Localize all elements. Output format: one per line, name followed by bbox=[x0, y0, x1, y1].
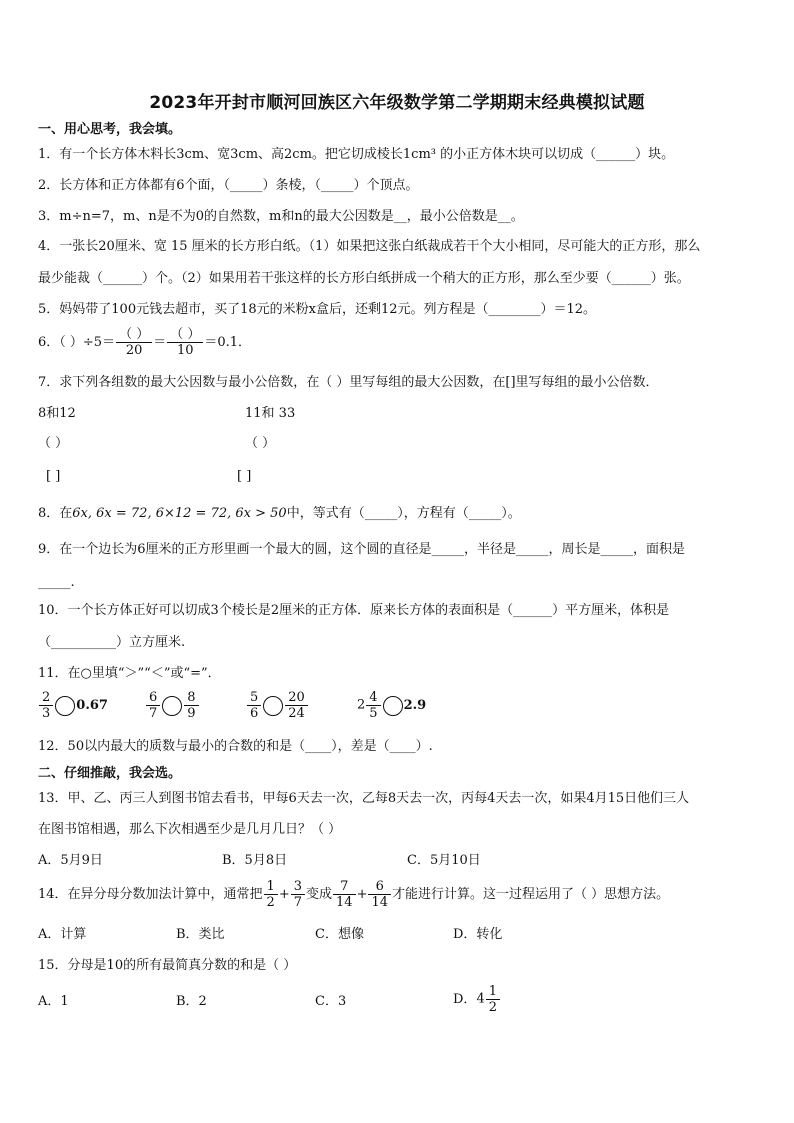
q6-f2-denominator: 10 bbox=[177, 343, 194, 358]
q11-3-denominator: 6 bbox=[250, 706, 259, 721]
q11-2-numerator: 6 bbox=[146, 690, 160, 706]
q11-1-fraction bbox=[39, 690, 53, 721]
q14-option-c[interactable]: C．想像 bbox=[315, 927, 364, 942]
q11-2-right-fraction bbox=[184, 690, 198, 721]
q7-pair-1: 8和12 bbox=[38, 406, 76, 421]
q11-1-compare-circle[interactable] bbox=[55, 696, 75, 716]
q11-4-integer: 2 bbox=[357, 697, 366, 713]
q11-item-1 bbox=[38, 690, 108, 721]
question-14 bbox=[38, 879, 669, 910]
question-4-line-2: 最少能裁（______）个。（2）如果用若干张这样的长方形白纸拼成一个稍大的正方形，那么至少要（______）张。 bbox=[38, 271, 690, 286]
question-1: 1．有一个长方体木料长3cm、宽3cm、高2cm。把它切成棱长1cm³ 的小正方体木块可以切成（______）块。 bbox=[38, 147, 675, 162]
q14-suffix: 才能进行计算。这一过程运用了（ ）思想方法。 bbox=[392, 887, 670, 902]
q11-2-left-fraction bbox=[146, 690, 160, 721]
q14-prefix: 14．在异分母分数加法计算中，通常把 bbox=[38, 887, 263, 902]
q11-4-right-value: 2.9 bbox=[403, 698, 427, 713]
question-5: 5．妈妈带了100元钱去超市，买了18元的米粉x盒后，还剩12元。列方程是（________）＝12。 bbox=[38, 302, 597, 317]
q6-suffix: ＝0.1． bbox=[204, 335, 252, 350]
q15-option-b[interactable]: B．2 bbox=[176, 994, 207, 1009]
question-9-line-1: 9．在一个边长为6厘米的正方形里画一个最大的圆，这个圆的直径是_____，半径是_____，周长是_____，面积是 bbox=[38, 542, 686, 557]
question-2: 2．长方体和正方体都有6个面，（_____）条棱，（_____）个顶点。 bbox=[38, 178, 419, 193]
question-13-line-2: 在图书馆相遇，那么下次相遇至少是几月几日？（ ） bbox=[38, 822, 342, 837]
q14-fraction-c bbox=[333, 879, 356, 910]
q6-f1-numerator: （ ） bbox=[116, 327, 152, 343]
q11-item-4 bbox=[357, 690, 426, 721]
q14-fraction-b bbox=[291, 879, 305, 910]
q14-d-denominator: 14 bbox=[371, 895, 389, 910]
section-1-heading: 一、用心思考，我会填。 bbox=[38, 122, 182, 137]
q14-plus-2: + bbox=[356, 887, 368, 902]
q8-suffix: 中，等式有（_____），方程有（_____）。 bbox=[286, 506, 521, 521]
page-title: 2023年开封市顺河回族区六年级数学第二学期期末经典模拟试题 bbox=[149, 93, 645, 113]
q8-math: 6x, 6x = 72, 6×12 = 72, 6x > 50 bbox=[72, 506, 287, 521]
q7-gcd-blank-2: （ ） bbox=[245, 436, 276, 451]
q14-option-b[interactable]: B．类比 bbox=[176, 927, 225, 942]
question-11: 11．在○里填“＞”“＜”或“=”． bbox=[38, 666, 221, 681]
q15-d-label: D． bbox=[453, 992, 477, 1007]
q14-a-numerator: 1 bbox=[264, 879, 278, 895]
q7-lcm-blank-2: [ ] bbox=[237, 469, 252, 484]
q15-option-a[interactable]: A．1 bbox=[38, 994, 69, 1009]
q11-item-2 bbox=[145, 690, 200, 721]
question-4-line-1: 4．一张长20厘米、宽 15 厘米的长方形白纸。（1）如果把这张白纸裁成若干个大小相同，尽可能大的正方形，那么 bbox=[38, 239, 701, 254]
q15-d-integer: 4 bbox=[476, 991, 485, 1007]
q11-1-right-value: 0.67 bbox=[76, 698, 108, 713]
question-10-line-2: （__________）立方厘米. bbox=[38, 635, 186, 650]
question-12: 12．50以内最大的质数与最小的合数的和是（____），差是（____）. bbox=[38, 739, 433, 754]
q14-b-numerator: 3 bbox=[291, 879, 305, 895]
question-6 bbox=[38, 327, 251, 358]
q13-option-c[interactable]: C．5月10日 bbox=[407, 853, 481, 868]
question-9-line-2: _____. bbox=[38, 575, 75, 590]
q13-option-b[interactable]: B．5月8日 bbox=[222, 853, 288, 868]
q14-option-d[interactable]: D．转化 bbox=[453, 927, 503, 942]
q11-3-right-numerator: 20 bbox=[285, 690, 308, 706]
q7-pair-2: 11和 33 bbox=[245, 406, 296, 421]
q14-plus-1: + bbox=[278, 887, 290, 902]
q14-c-numerator: 7 bbox=[333, 879, 356, 895]
q6-f1-denominator: 20 bbox=[125, 343, 143, 358]
question-10-line-1: 10．一个长方体正好可以切成3个棱长是2厘米的正方体．原来长方体的表面积是（______）平方厘米，体积是 bbox=[38, 603, 670, 618]
q15-option-c[interactable]: C．3 bbox=[315, 994, 347, 1009]
q11-2-right-numerator: 8 bbox=[184, 690, 198, 706]
q11-1-denominator: 3 bbox=[42, 706, 51, 721]
q6-fraction-1 bbox=[116, 327, 152, 358]
q6-prefix: 6．（ ）÷5＝ bbox=[38, 335, 116, 350]
q11-3-left-fraction bbox=[247, 690, 261, 721]
q14-mid: 变成 bbox=[306, 887, 333, 902]
q11-2-right-denominator: 9 bbox=[187, 706, 196, 721]
question-13-line-1: 13．甲、乙、丙三人到图书馆去看书，甲每6天去一次，乙每8天去一次，丙每4天去一次，如果4月15日他们三人 bbox=[38, 791, 690, 806]
q7-lcm-blank-1: [ ] bbox=[46, 469, 61, 484]
q11-1-numerator: 2 bbox=[39, 690, 53, 706]
q11-3-numerator: 5 bbox=[247, 690, 261, 706]
q11-4-denominator: 5 bbox=[369, 706, 378, 721]
q11-3-right-fraction bbox=[285, 690, 308, 721]
question-15: 15．分母是10的所有最简真分数的和是（ ） bbox=[38, 958, 297, 973]
q14-c-denominator: 14 bbox=[336, 895, 353, 910]
q6-f2-numerator: （ ） bbox=[167, 327, 203, 343]
q13-option-a[interactable]: A．5月9日 bbox=[38, 853, 103, 868]
question-8 bbox=[38, 505, 521, 523]
q15-d-fraction bbox=[486, 984, 500, 1015]
q6-equals: ＝ bbox=[153, 335, 167, 350]
q14-fraction-d bbox=[368, 879, 391, 910]
q15-option-d[interactable] bbox=[453, 984, 501, 1015]
q14-d-numerator: 6 bbox=[368, 879, 391, 895]
q6-fraction-2 bbox=[167, 327, 203, 358]
q14-a-denominator: 2 bbox=[266, 895, 275, 910]
q14-option-a[interactable]: A．计算 bbox=[38, 927, 87, 942]
q15-d-denominator: 2 bbox=[488, 1000, 497, 1015]
question-7: 7．求下列各组数的最大公因数与最小公倍数，在（ ）里写每组的最大公因数，在[]里写每组的最小公倍数． bbox=[38, 375, 659, 390]
q11-4-compare-circle[interactable] bbox=[383, 696, 403, 716]
q11-item-3 bbox=[246, 690, 309, 721]
q14-b-denominator: 7 bbox=[293, 895, 303, 910]
q8-prefix: 8．在 bbox=[38, 506, 73, 521]
section-2-heading: 二、仔细推敲，我会选。 bbox=[38, 766, 182, 781]
q14-fraction-a bbox=[264, 879, 278, 910]
question-3: 3．m÷n=7，m、n是不为0的自然数，m和n的最大公因数是__，最小公倍数是__。 bbox=[38, 209, 524, 224]
q11-2-compare-circle[interactable] bbox=[162, 696, 182, 716]
q11-3-compare-circle[interactable] bbox=[263, 696, 283, 716]
q11-4-fraction bbox=[366, 690, 380, 721]
q15-d-numerator: 1 bbox=[486, 984, 500, 1000]
q7-gcd-blank-1: （ ） bbox=[38, 436, 69, 451]
q11-4-numerator: 4 bbox=[366, 690, 380, 706]
q11-2-denominator: 7 bbox=[149, 706, 158, 721]
q11-3-right-denominator: 24 bbox=[288, 706, 305, 721]
